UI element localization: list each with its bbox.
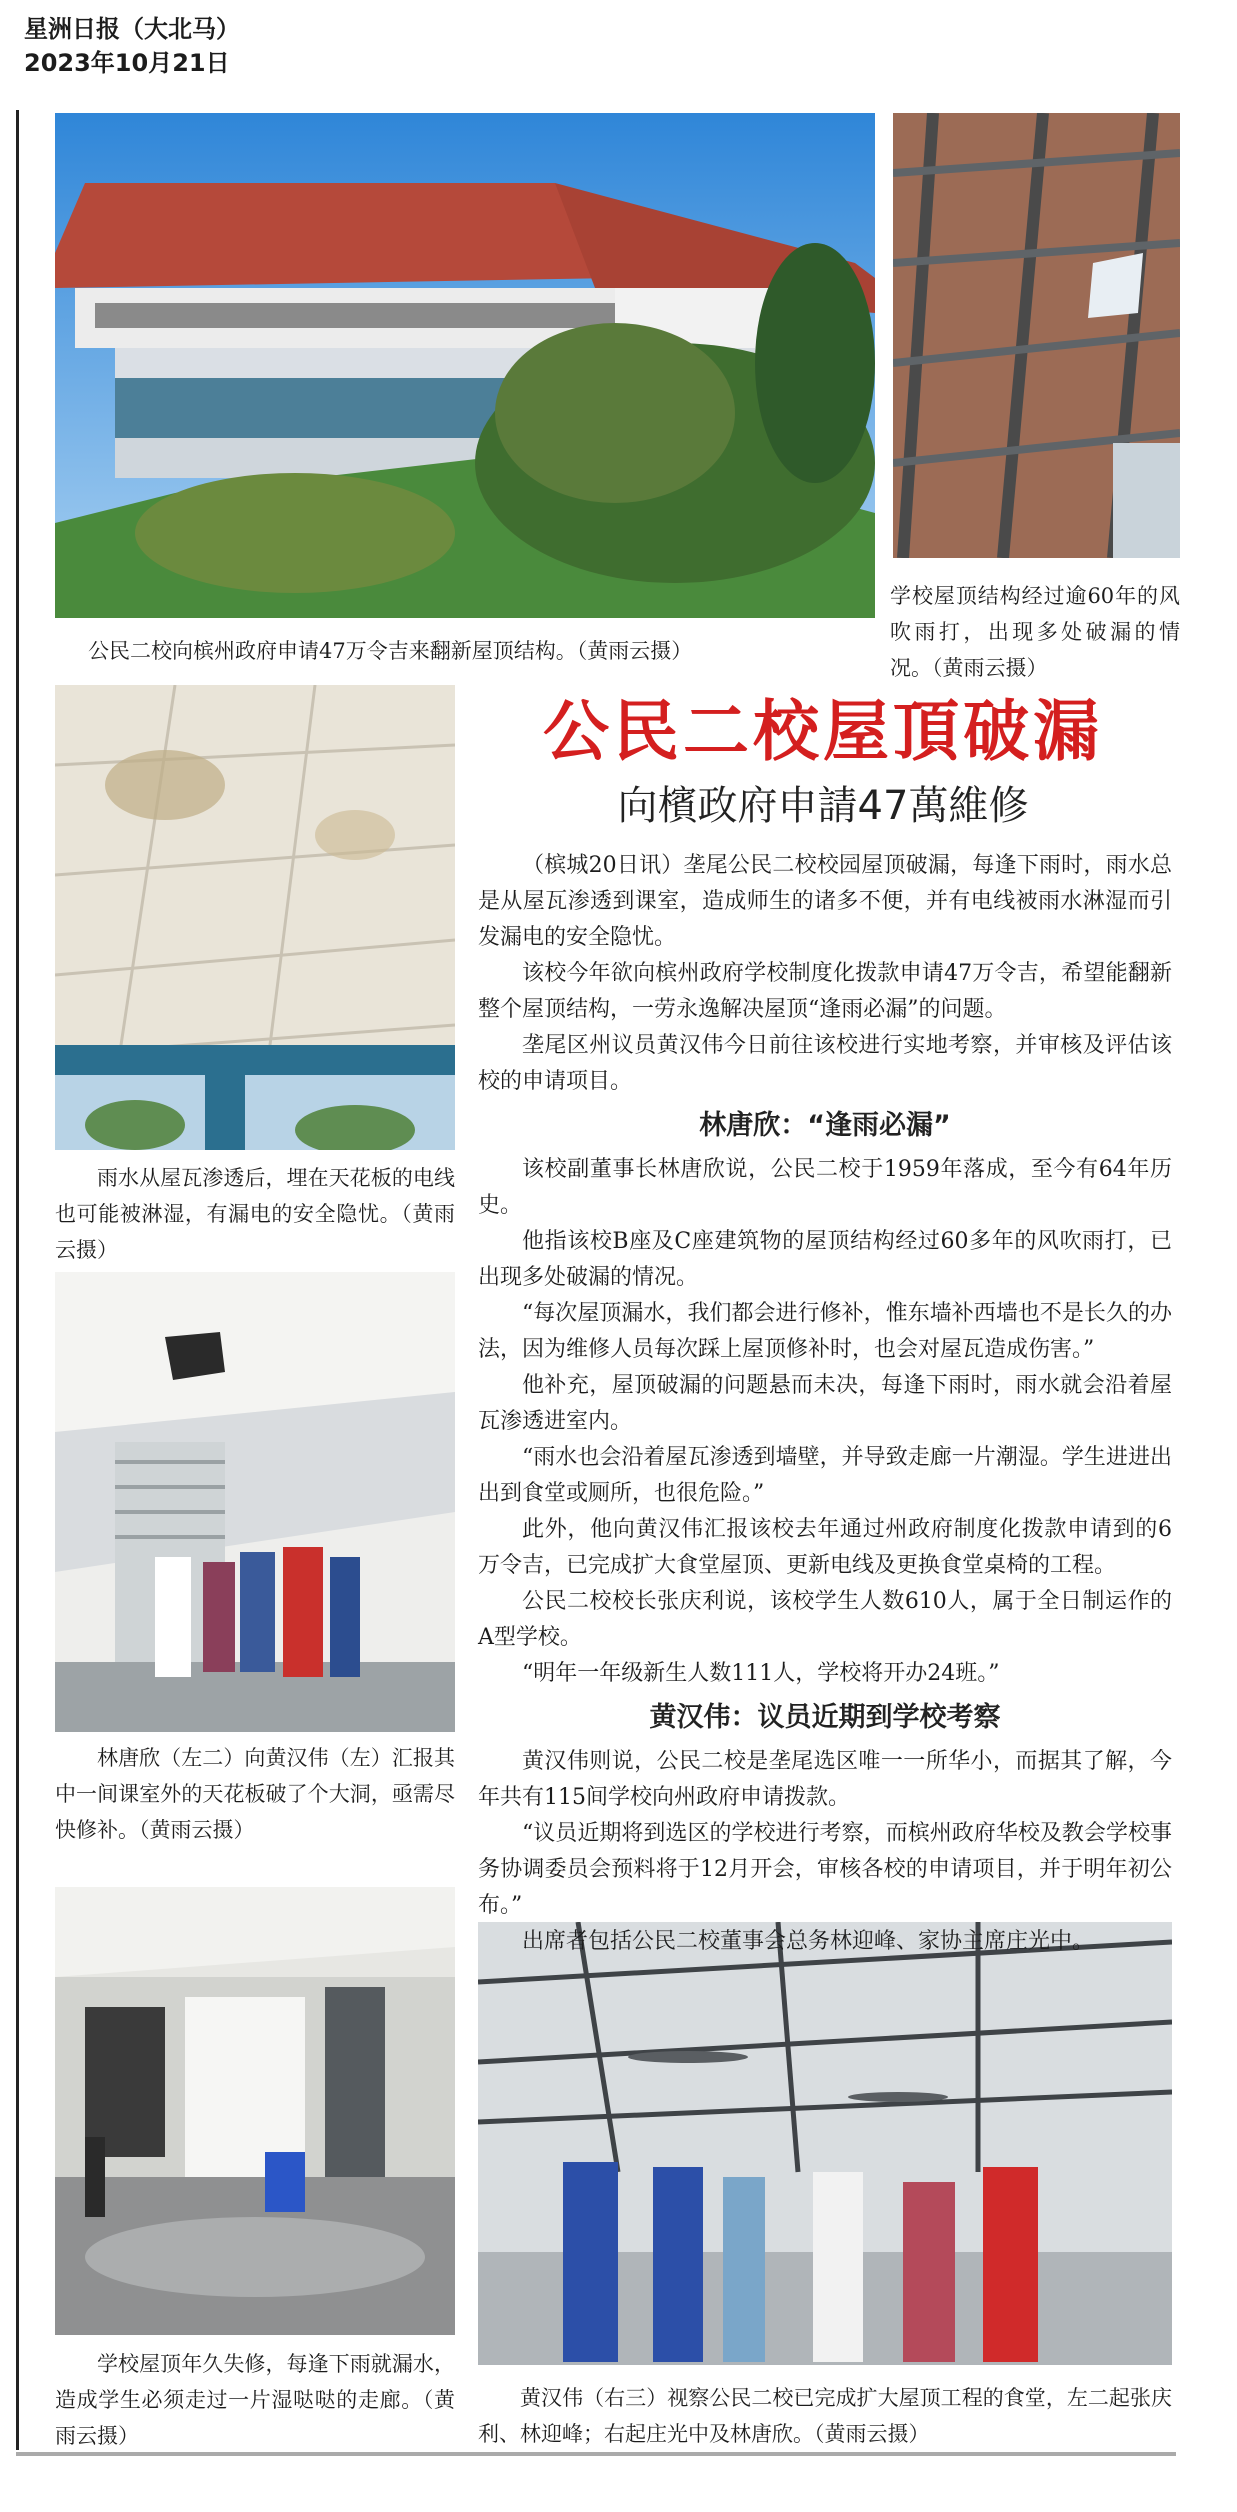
article-paragraph: 出席者包括公民二校董事会总务林迎峰、家协主席庄光中。 xyxy=(522,1929,1095,1954)
article-paragraph: 他指该校B座及C座建筑物的屋顶结构经过60多年的风吹雨打，已出现多处破漏的情况。 xyxy=(478,1229,1172,1290)
canteen-image xyxy=(478,1922,1172,2365)
article-paragraph: 他补充，屋顶破漏的问题悬而未决，每逢下雨时，雨水就会沿着屋瓦渗透进室内。 xyxy=(478,1373,1172,1434)
section-title-1: 林唐欣：“逢雨必漏” xyxy=(699,1110,951,1141)
newspaper-name: 星洲日报（大北马） xyxy=(24,15,240,43)
publication-date: 2023年10月21日 xyxy=(24,49,230,77)
school-building-image xyxy=(55,113,875,618)
article-paragraph: 黄汉伟则说，公民二校是垄尾选区唯一一所华小，而据其了解，今年共有115间学校向州政府申请拨款。 xyxy=(478,1749,1172,1810)
article-subheadline: 向檳政府申請47萬維修 xyxy=(617,783,1029,829)
wet-corridor-image xyxy=(55,1887,455,2335)
article-paragraph: 公民二校校长张庆利说，该校学生人数610人，属于全日制运作的A型学校。 xyxy=(478,1589,1172,1650)
canteen-photo xyxy=(478,1922,1172,2365)
article-headline: 公民二校屋頂破漏 xyxy=(543,693,1103,770)
article-paragraph: 该校副董事长林唐欣说，公民二校于1959年落成，至今有64年历史。 xyxy=(478,1157,1172,1218)
ceiling-wet-photo xyxy=(55,685,455,1150)
ceiling-wet-image xyxy=(55,685,455,1150)
article-paragraph: “雨水也会沿着屋瓦渗透到墙壁，并导致走廊一片潮湿。学生进进出出到食堂或厕所，也很危险。” xyxy=(478,1445,1172,1506)
roof-structure-caption: 学校屋顶结构经过逾60年的风吹雨打，出现多处破漏的情况。（黄雨云摄） xyxy=(890,584,1180,680)
ceiling-hole-photo xyxy=(55,1272,455,1732)
wet-corridor-photo xyxy=(55,1887,455,2335)
column-rule xyxy=(16,110,19,2450)
roof-structure-photo xyxy=(893,113,1180,558)
article-paragraph: 此外，他向黄汉伟汇报该校去年通过州政府制度化拨款申请到的6万令吉，已完成扩大食堂屋顶、更新电线及更换食堂桌椅的工程。 xyxy=(478,1517,1172,1578)
wet-corridor-caption: 学校屋顶年久失修，每逢下雨就漏水，造成学生必须走过一片湿哒哒的走廊。（黄雨云摄） xyxy=(55,2352,455,2448)
article-paragraph: 该校今年欲向槟州政府学校制度化拨款申请47万令吉，希望能翻新整个屋顶结构，一劳永逸解决屋顶“逢雨必漏”的问题。 xyxy=(478,961,1172,1022)
article-paragraph: “明年一年级新生人数111人，学校将开办24班。” xyxy=(522,1661,1000,1686)
article-paragraph: （槟城20日讯）垄尾公民二校校园屋顶破漏，每逢下雨时，雨水总是从屋瓦渗透到课室，造成师生的诸多不便，并有电线被雨水淋湿而引发漏电的安全隐忧。 xyxy=(478,853,1172,950)
article-body xyxy=(478,848,1172,1960)
ceiling-hole-caption: 林唐欣（左二）向黄汉伟（左）汇报其中一间课室外的天花板破了个大洞，亟需尽快修补。（黄雨云摄） xyxy=(55,1746,455,1842)
article-paragraph: “议员近期将到选区的学校进行考察，而槟州政府华校及教会学校事务协调委员会预料将于12月开会，审核各校的申请项目，并于明年初公布。” xyxy=(478,1821,1172,1918)
section-title-2: 黄汉伟：议员近期到学校考察 xyxy=(649,1702,1001,1733)
article-paragraph: “每次屋顶漏水，我们都会进行修补，惟东墙补西墙也不是长久的办法，因为维修人员每次踩上屋顶修补时，也会对屋瓦造成伤害。” xyxy=(478,1301,1172,1362)
school-building-caption: 公民二校向槟州政府申请47万令吉来翻新屋顶结构。（黄雨云摄） xyxy=(88,639,693,663)
school-building-photo xyxy=(55,113,875,618)
roof-structure-image xyxy=(893,113,1180,558)
ceiling-hole-image xyxy=(55,1272,455,1732)
canteen-caption: 黄汉伟（右三）视察公民二校已完成扩大屋顶工程的食堂，左二起张庆利、林迎峰；右起庄光中及林唐欣。（黄雨云摄） xyxy=(478,2386,1172,2446)
masthead xyxy=(24,12,240,80)
ceiling-wet-caption: 雨水从屋瓦渗透后，埋在天花板的电线也可能被淋湿，有漏电的安全隐忧。（黄雨云摄） xyxy=(55,1166,455,1262)
bottom-rule xyxy=(16,2452,1176,2456)
article-paragraph: 垄尾区州议员黄汉伟今日前往该校进行实地考察，并审核及评估该校的申请项目。 xyxy=(478,1033,1172,1094)
